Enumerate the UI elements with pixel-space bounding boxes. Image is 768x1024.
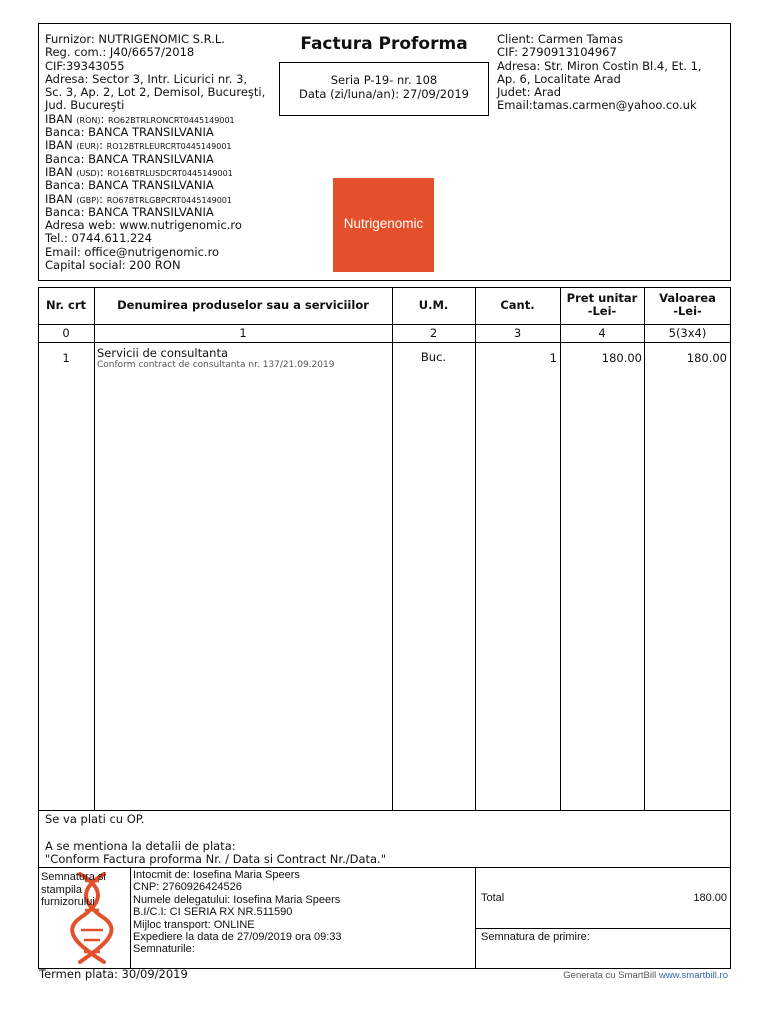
client-info-line: Email:tamas.carmen@yahoo.co.uk	[497, 98, 697, 113]
client-info-line: Ap. 6, Localitate Arad	[497, 71, 621, 86]
col-header-um: U.M.	[418, 298, 449, 312]
col-header-qty: Cant.	[500, 298, 535, 312]
invoice-title: Factura Proforma	[300, 34, 468, 54]
col-header-price-line2: -Lei-	[587, 304, 617, 318]
col-header-value-line2: -Lei-	[673, 304, 702, 318]
issuer-detail-line: Mijloc transport: ONLINE	[133, 918, 255, 931]
iban-separator: :	[99, 164, 108, 179]
supplier-info	[45, 33, 265, 272]
iban-label: IBAN	[45, 191, 77, 206]
issuer-detail-line: Intocmit de: Iosefina Maria Speers	[133, 869, 300, 881]
col-header-name: Denumirea produselor sau a serviciilor	[117, 298, 369, 312]
supplier-info-line: Adresa: Sector 3, Intr. Licurici nr. 3,	[45, 71, 248, 86]
supplier-info-line: Banca: BANCA TRANSILVANIA	[45, 204, 214, 219]
payment-details-label: A se mentiona la detalii de plata:	[45, 839, 236, 853]
col-header-nr: Nr. crt	[45, 298, 86, 312]
col-index-qty: 3	[513, 326, 522, 340]
col-index-value: 5(3x4)	[668, 326, 707, 340]
due-date: Termen plata: 30/09/2019	[39, 967, 188, 981]
smartbill-link[interactable]: www.smartbill.ro	[658, 970, 728, 981]
total-label: Total	[481, 892, 505, 904]
supplier-info-line: Adresa web: www.nutrigenomic.ro	[45, 218, 242, 233]
iban-currency: (EUR)	[76, 142, 100, 152]
iban-label: IBAN	[45, 164, 77, 179]
client-info-line: Adresa: Str. Miron Costin Bl.4, Et. 1,	[497, 58, 702, 73]
invoice-date: Data (zi/luna/an): 27/09/2019	[298, 87, 470, 101]
invoice-series: Seria P-19- nr. 108	[330, 73, 438, 87]
supplier-info-line: Email: office@nutrigenomic.ro	[45, 244, 220, 259]
iban-value: RO12BTRLEURCRT0445149001	[106, 142, 232, 152]
col-index-name: 1	[239, 326, 247, 340]
issuer-detail-line: Numele delegatului: Iosefina Maria Speers	[133, 893, 341, 906]
iban-separator: :	[99, 138, 107, 153]
issuer-detail-line: Expediere la data de 27/09/2019 ora 09:33	[133, 930, 342, 943]
col-index-price: 4	[598, 326, 606, 340]
issuer-detail-line: Semnaturile:	[133, 943, 195, 956]
iban-separator: :	[100, 111, 109, 126]
row-price: 180.00	[601, 351, 642, 365]
row-qty: 1	[549, 351, 557, 365]
row-product-name: Servicii de consultanta	[97, 346, 229, 360]
generated-by-text: Generata cu SmartBill	[563, 970, 659, 981]
issuer-details	[133, 869, 342, 956]
iban-separator: :	[99, 191, 107, 206]
receipt-signature-label: Semnatura de primire:	[481, 931, 590, 943]
client-info-line: Client: Carmen Tamas	[497, 32, 624, 46]
supplier-info-line: Sc. 3, Ap. 2, Lot 2, Demisol, Bucureşti,	[45, 85, 266, 100]
total-value: 180.00	[693, 892, 727, 904]
client-info-line: Judet: Arad	[497, 85, 562, 100]
row-um: Buc.	[420, 350, 447, 364]
company-logo-text: Nutrigenomic	[343, 216, 424, 231]
client-info-line: CIF: 2790913104967	[497, 45, 617, 60]
client-info	[497, 33, 702, 113]
col-header-value	[644, 292, 731, 318]
supplier-info-line: CIF:39343055	[45, 58, 125, 73]
iban-value: RO67BTRLGBPCRT0445149001	[106, 195, 232, 205]
row-nr: 1	[62, 351, 70, 365]
iban-currency: (GBP)	[76, 195, 100, 205]
iban-currency: (RON)	[76, 115, 101, 125]
supplier-info-line: Jud. Bucureşti	[45, 98, 125, 113]
supplier-info-line: Reg. com.: J40/6657/2018	[45, 45, 195, 60]
supplier-info-line: Banca: BANCA TRANSILVANIA	[45, 125, 214, 140]
row-value: 180.00	[686, 351, 727, 365]
col-index-nr: 0	[62, 326, 70, 340]
issuer-detail-line: B.I/C.I: CI SERIA RX NR.511590	[133, 906, 293, 919]
supplier-iban-line	[45, 166, 265, 179]
supplier-info-line: Capital social: 200 RON	[45, 258, 181, 273]
supplier-iban-line	[45, 193, 265, 206]
col-header-value-line1: Valoarea	[659, 291, 716, 305]
payment-details-text: "Conform Factura proforma Nr. / Data si Contract Nr./Data."	[45, 852, 387, 866]
col-index-um: 2	[429, 326, 438, 340]
supplier-info-line: Banca: BANCA TRANSILVANIA	[45, 178, 214, 193]
stamp-label-line: stampila	[41, 883, 82, 896]
stamp-label-line: Semnatura si	[41, 871, 106, 883]
company-logo	[333, 178, 434, 272]
iban-label: IBAN	[45, 138, 77, 153]
row-product-note: Conform contract de consultanta nr. 137/21.09.2019	[97, 360, 335, 370]
stamp-label	[41, 871, 106, 909]
generated-by	[450, 969, 728, 982]
col-header-price-line1: Pret unitar	[566, 291, 638, 305]
iban-value: RO16BTRLUSDCRT0445149001	[107, 168, 233, 178]
supplier-info-line: Tel.: 0744.611.224	[45, 231, 153, 246]
iban-value: RO62BTRLRONCRT0445149001	[108, 115, 235, 125]
supplier-info-line: Furnizor: NUTRIGENOMIC S.R.L.	[45, 32, 225, 46]
supplier-info-line: Banca: BANCA TRANSILVANIA	[45, 151, 214, 166]
payment-method: Se va plati cu OP.	[45, 812, 145, 826]
iban-currency: (USD)	[76, 168, 100, 178]
issuer-detail-line: CNP: 2760926424526	[133, 881, 242, 894]
iban-label: IBAN	[45, 111, 77, 126]
supplier-iban-line	[45, 113, 265, 126]
supplier-iban-line	[45, 139, 265, 152]
col-header-price	[560, 292, 644, 318]
stamp-label-line: furnizorului	[41, 896, 95, 908]
